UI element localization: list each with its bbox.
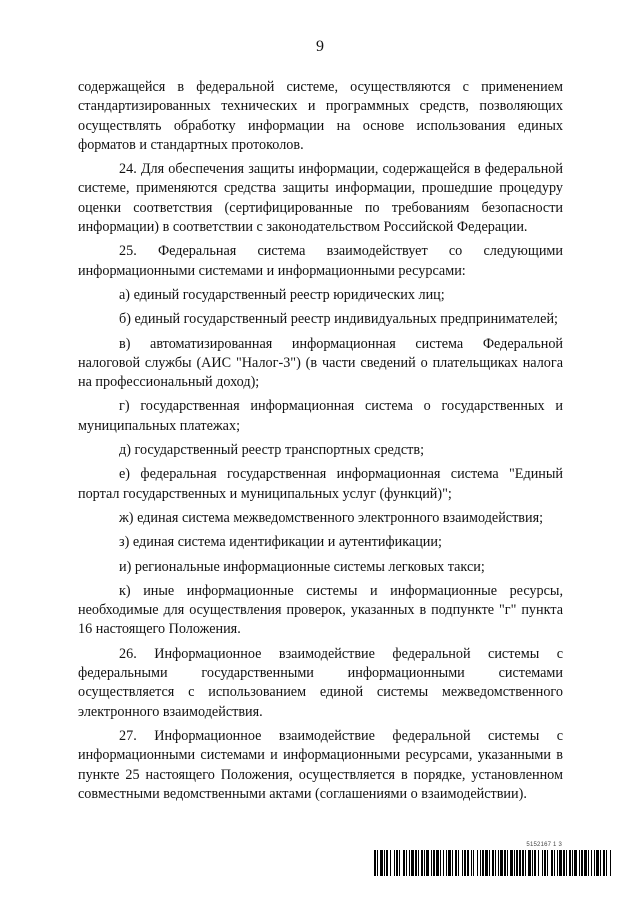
barcode-bar bbox=[574, 850, 577, 876]
barcode-bar bbox=[455, 850, 457, 876]
barcode-bar bbox=[594, 850, 595, 876]
barcode-bar bbox=[399, 850, 400, 876]
barcode-bar bbox=[386, 850, 388, 876]
barcode-bar bbox=[569, 850, 571, 876]
barcode-bar bbox=[433, 850, 435, 876]
barcode-bar bbox=[458, 850, 459, 876]
barcode-bar bbox=[426, 850, 429, 876]
list-item-v: в) автоматизированная информационная система Федеральной налоговой службы (АИС "Налог-3") (в части сведений о плательщиках налога на профессиональный доход); bbox=[78, 335, 563, 391]
barcode-bar bbox=[606, 850, 607, 876]
barcode-bar bbox=[467, 850, 469, 876]
list-item-e: е) федеральная государственная информационная система "Единый портал государственных и муниципальных услуг (функций)"; bbox=[78, 466, 563, 502]
list-item-d: д) государственный реестр транспортных средств; bbox=[119, 442, 425, 459]
barcode-bar bbox=[406, 850, 407, 876]
barcode-bar bbox=[384, 850, 385, 876]
barcode-bar bbox=[415, 850, 417, 876]
barcode-bar bbox=[554, 850, 555, 876]
barcode-bar bbox=[421, 850, 423, 876]
barcode-bar bbox=[443, 850, 444, 876]
barcode-bar bbox=[462, 850, 463, 876]
barcode-bar bbox=[544, 850, 546, 876]
barcode-bar bbox=[464, 850, 466, 876]
barcode-bar bbox=[485, 850, 488, 876]
barcode-bar bbox=[471, 850, 472, 876]
barcode-bar bbox=[390, 850, 391, 876]
barcode-bar bbox=[522, 850, 524, 876]
barcode-bar bbox=[510, 850, 513, 876]
paragraph-26: 26. Информационное взаимодействие федеральной системы с федеральными государственными информационными системами осуществляется с использованием единой системы межведомственного электронного взаимодействия. bbox=[78, 645, 563, 720]
barcode-bar bbox=[591, 850, 592, 876]
barcode-bar bbox=[504, 850, 506, 876]
paragraph-continuation: содержащейся в федеральной системе, осуществляются с применением стандартизированных технических и программных средств, позволяющих осуществлять обработку информации на основе использования единых форматов и стандартных протоколов. bbox=[78, 79, 563, 153]
barcode-bar bbox=[409, 850, 410, 876]
barcode-bar bbox=[507, 850, 508, 876]
barcode-bar bbox=[477, 850, 478, 876]
barcode-bar bbox=[495, 850, 496, 876]
barcode-bar bbox=[557, 850, 558, 876]
barcode-bar bbox=[377, 850, 378, 876]
document-code: 5152167 1 3 bbox=[526, 842, 562, 848]
barcode-bar bbox=[551, 850, 553, 876]
barcode-bar bbox=[528, 850, 531, 876]
barcode-bar bbox=[534, 850, 536, 876]
barcode-bar bbox=[452, 850, 453, 876]
list-item-g: г) государственная информационная система о государственных и муниципальных платежах; bbox=[78, 398, 563, 434]
barcode-bar bbox=[492, 850, 494, 876]
barcode-bar bbox=[525, 850, 526, 876]
barcode-bar bbox=[516, 850, 518, 876]
barcode-bar bbox=[431, 850, 432, 876]
barcode-bar bbox=[610, 850, 611, 876]
barcode-bar bbox=[500, 850, 503, 876]
barcode-bar bbox=[473, 850, 474, 876]
barcode-bar bbox=[480, 850, 481, 876]
barcode-bar bbox=[403, 850, 405, 876]
barcode-image bbox=[374, 850, 612, 876]
barcode-bar bbox=[396, 850, 398, 876]
list-item-z: з) единая система идентификации и аутентификации; bbox=[119, 534, 442, 551]
list-item-i: и) региональные информационные системы легковых такси; bbox=[119, 558, 485, 575]
barcode-bar bbox=[436, 850, 439, 876]
barcode-bar bbox=[588, 850, 589, 876]
barcode-bar bbox=[482, 850, 484, 876]
barcode-bar bbox=[603, 850, 605, 876]
paragraph-25: 25. Федеральная система взаимодействует со следующими информационными системами и информационными ресурсами: bbox=[78, 243, 563, 279]
list-item-zh: ж) единая система межведомственного электронного взаимодействия; bbox=[119, 509, 544, 526]
barcode-bar bbox=[489, 850, 490, 876]
barcode-bar bbox=[418, 850, 419, 876]
barcode-bar bbox=[584, 850, 587, 876]
barcode-bar bbox=[380, 850, 383, 876]
barcode-bar bbox=[498, 850, 499, 876]
paragraph-24: 24. Для обеспечения защиты информации, содержащейся в федеральной системе, применяются средства защиты информации, прошедшие процедуру оценки соответствия (сертифицированные по требованиям безопасности информации) в соответствии с законодательством Российской Федерации. bbox=[78, 161, 563, 236]
barcode-bar bbox=[538, 850, 539, 876]
page-number: 9 bbox=[316, 38, 324, 55]
barcode-bar bbox=[448, 850, 451, 876]
barcode-bar bbox=[581, 850, 583, 876]
barcode-bar bbox=[572, 850, 573, 876]
barcode-bar bbox=[563, 850, 565, 876]
barcode-bar bbox=[579, 850, 580, 876]
barcode-bar bbox=[424, 850, 425, 876]
list-item-k: к) иные информационные системы и информационные ресурсы, необходимые для осуществления проверок, указанных в подпункте "г" пункта 16 настоящего Положения. bbox=[78, 582, 563, 638]
barcode-bar bbox=[440, 850, 441, 876]
barcode-bar bbox=[566, 850, 567, 876]
paragraph-27: 27. Информационное взаимодействие федеральной системы с информационными системами и информационными ресурсами, указанными в пункте 25 настоящего Положения, осуществляется в порядке, установленном совместными ведомственными актами (соглашениями о взаимодействии). bbox=[78, 727, 563, 802]
document-body bbox=[78, 78, 563, 809]
barcode-bar bbox=[600, 850, 601, 876]
barcode-bar bbox=[411, 850, 414, 876]
barcode-bar bbox=[547, 850, 548, 876]
list-item-b: б) единый государственный реестр индивидуальных предпринимателей; bbox=[119, 311, 558, 328]
barcode-bar bbox=[446, 850, 447, 876]
barcode-bar bbox=[394, 850, 395, 876]
barcode-bar bbox=[374, 850, 376, 876]
barcode-bar bbox=[542, 850, 543, 876]
list-item-a: а) единый государственный реестр юридических лиц; bbox=[119, 286, 445, 303]
barcode-bar bbox=[559, 850, 562, 876]
barcode-bar bbox=[596, 850, 599, 876]
barcode-bar bbox=[532, 850, 533, 876]
barcode-bar bbox=[514, 850, 515, 876]
barcode-bar bbox=[519, 850, 521, 876]
